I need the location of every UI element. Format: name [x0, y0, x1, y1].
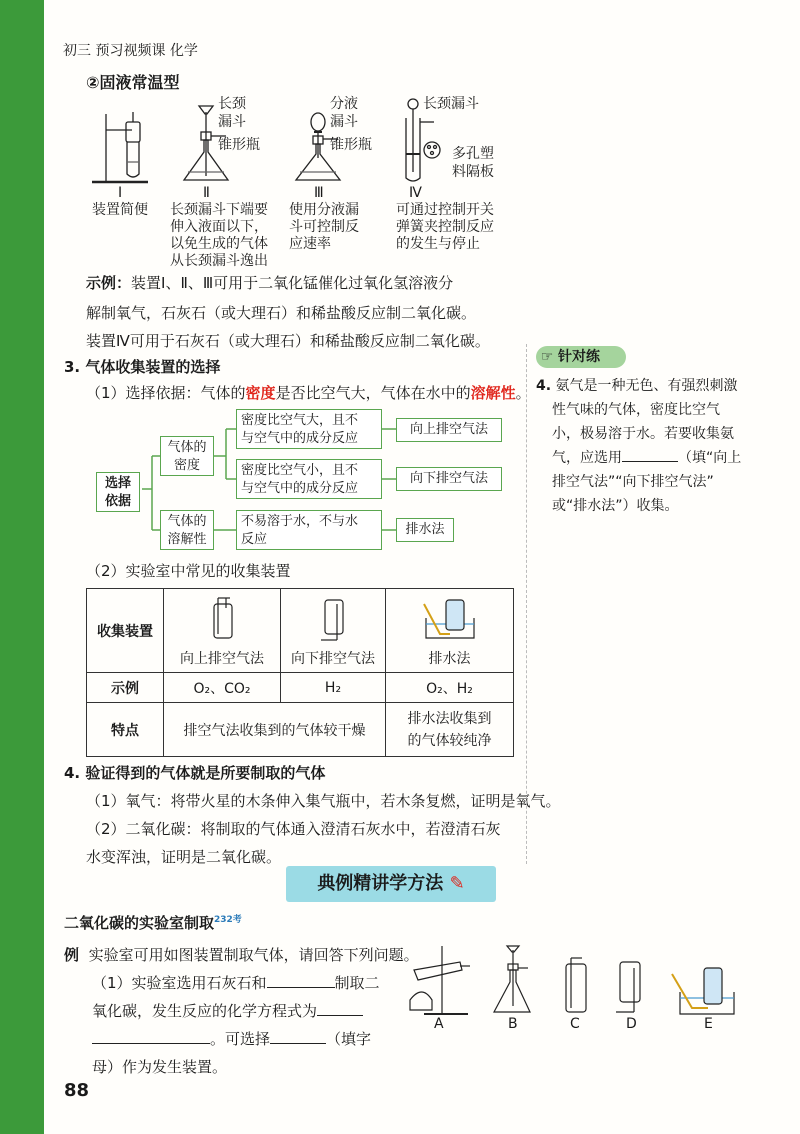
- label-porous-plate-1: 多孔塑: [452, 146, 494, 162]
- tree-cond-lighter: [236, 459, 382, 499]
- apparatus-desc-4-line2: 弹簧夹控制反应: [396, 219, 494, 235]
- method-upward-air: 向上排空气法: [396, 418, 502, 442]
- tree-density-l1: 气体的: [167, 440, 207, 455]
- sidebar-divider: [526, 344, 527, 864]
- cond1-l1: 密度比空气大，且不: [241, 413, 359, 428]
- tree-root-l2: 依据: [104, 494, 131, 509]
- tree-density-l2: 密度: [173, 458, 200, 473]
- practice-line-2: 性气味的气体，密度比空气: [552, 402, 720, 418]
- section4-heading: [64, 762, 325, 783]
- verify-co2-line1: （2）二氧化碳：将制取的气体通入澄清石灰水中，若澄清石灰: [86, 820, 501, 838]
- practice-line-3: 小，极易溶于水。若要收集氨: [552, 426, 734, 442]
- q1-line4: 母）作为发生装置。: [92, 1058, 228, 1076]
- method-label-upward: 向上排空气法: [180, 650, 264, 667]
- practice-text-1: 氨气是一种无色、有强烈刺激: [555, 378, 738, 394]
- practice-line-6: 或“排水法”）收集。: [552, 498, 679, 514]
- q1-line3: [92, 1024, 371, 1054]
- water-trough-icon: [420, 594, 480, 644]
- row-head-feature: 特点: [87, 703, 164, 757]
- page-number: 88: [64, 1080, 90, 1101]
- tree-cond-heavier: [236, 409, 382, 449]
- apparatus-desc-2-line3: 以免生成的气体: [170, 236, 268, 252]
- figure-e-water-trough: [672, 968, 734, 1014]
- keyword-solubility: 溶解性: [470, 384, 516, 402]
- example-intro-text: 实验室可用如图装置制取气体，请回答下列问题。: [88, 946, 419, 964]
- tree-solubility: [160, 510, 214, 550]
- q1-blank-equation-a[interactable]: [317, 1015, 363, 1016]
- label-porous-plate-2: 料隔板: [452, 164, 494, 180]
- collection-table: [86, 588, 514, 757]
- q1-text-e: （填字: [326, 1030, 372, 1048]
- tree-density: [160, 436, 214, 476]
- label-conical-flask-2: 锥形瓶: [218, 137, 260, 153]
- practice-line-5: 排空气法”“向下排空气法”: [552, 474, 714, 490]
- example-section-title: [64, 912, 242, 933]
- verify-oxygen: （1）氧气：将带火星的木条伸入集气瓶中，若木条复燃，证明是氧气。: [86, 792, 561, 810]
- collection-devices-subtitle: （2）实验室中常见的收集装置: [86, 562, 291, 580]
- figure-c-bottle-up: [566, 958, 586, 1012]
- label-long-funnel-4: 长颈漏斗: [423, 96, 479, 112]
- apparatus-num-2: Ⅱ: [203, 185, 210, 201]
- apparatus-1-stand: [92, 112, 148, 182]
- basis-pre: （1）选择依据：气体的: [86, 384, 246, 402]
- banner-text: 典例精讲学方法: [317, 873, 444, 894]
- header-title: 初三 预习视频课 化学: [63, 43, 198, 59]
- verify-co2-line2: 水变浑浊，证明是二氧化碳。: [86, 848, 282, 866]
- cond2-l1: 密度比空气小，且不: [241, 463, 359, 478]
- section4-title: 验证得到的气体就是所要制取的气体: [85, 764, 326, 782]
- method-label-water: 排水法: [428, 650, 471, 667]
- basis-mid: 是否比空气大，气体在水中的: [275, 384, 471, 402]
- figure-b-flask: [494, 946, 530, 1012]
- tree-solubility-l2: 溶解性: [167, 532, 207, 547]
- section-title-solid-liquid: ②固液常温型: [86, 73, 180, 92]
- q1-blank-equation-b[interactable]: [92, 1043, 210, 1044]
- q1-text-d: 。可选择: [210, 1030, 271, 1048]
- label-sep-funnel-1: 分液: [330, 96, 358, 112]
- fig-label-d: D: [626, 1016, 637, 1032]
- q1-text-a: （1）实验室选用石灰石和: [92, 974, 267, 992]
- label-sep-funnel-2: 漏斗: [330, 114, 358, 130]
- cond2-l2: 与空气中的成分反应: [241, 481, 359, 496]
- example-line-1: [86, 268, 453, 298]
- keyword-density: 密度: [245, 384, 276, 402]
- example-banner: [286, 866, 496, 902]
- fig-label-b: B: [508, 1016, 518, 1032]
- figure-d-bottle-down: [616, 962, 640, 1012]
- label-long-funnel-2: 漏斗: [218, 114, 246, 130]
- fig-label-a: A: [434, 1016, 444, 1032]
- section4-num: 4.: [64, 764, 81, 782]
- q1-blank-reagent[interactable]: [267, 987, 335, 988]
- q1-line2: [92, 996, 363, 1026]
- tree-root-l1: 选择: [104, 476, 131, 491]
- cond3-l1: 不易溶于水，不与水: [241, 514, 359, 529]
- example-label: 示例：: [86, 274, 132, 292]
- apparatus-desc-2-line2: 伸入液面以下，: [170, 219, 268, 235]
- q1-text-b: 制取二: [334, 974, 380, 992]
- figure-a-heating: [410, 946, 470, 1014]
- cond1-l2: 与空气中的成分反应: [241, 431, 359, 446]
- feature-water: [386, 703, 514, 757]
- tree-solubility-l1: 气体的: [167, 514, 207, 529]
- method-label-downward: 向下排空气法: [291, 650, 375, 667]
- practice-num: 4.: [536, 378, 552, 394]
- apparatus-desc-3-line2: 斗可控制反: [289, 219, 359, 235]
- q1-line1: [92, 968, 380, 998]
- apparatus-desc-1: 装置简便: [92, 202, 148, 218]
- practice-line-4: [536, 446, 766, 470]
- example-upward: O₂、CO₂: [164, 673, 281, 703]
- example-title-text: 二氧化碳的实验室制取: [64, 914, 215, 932]
- q1-text-c: 氧化碳，发生反应的化学方程式为: [92, 1002, 318, 1020]
- row-head-example: 示例: [87, 673, 164, 703]
- section3-heading: [64, 356, 220, 377]
- row-head-device: 收集装置: [87, 589, 164, 673]
- example-label-li: 例: [64, 946, 80, 964]
- example-intro: [64, 940, 419, 970]
- example-text-1: 装置Ⅰ、Ⅱ、Ⅲ可用于二氧化锰催化过氧化氢溶液分: [131, 274, 454, 292]
- practice-line-1: [536, 374, 766, 398]
- cond3-l2: 反应: [241, 532, 268, 547]
- apparatus-desc-4-line3: 的发生与停止: [396, 236, 480, 252]
- label-long-funnel-1: 长颈: [218, 96, 246, 112]
- page-border-left: [0, 0, 44, 1134]
- apparatus-desc-2-line4: 从长颈漏斗逸出: [170, 253, 268, 269]
- tree-cond-insoluble: [236, 510, 382, 550]
- example-downward: H₂: [281, 673, 386, 703]
- apparatus-num-3: Ⅲ: [314, 185, 324, 201]
- tree-root: [96, 472, 140, 512]
- example-line-3: 装置Ⅳ可用于石灰石（或大理石）和稀盐酸反应制二氧化碳。: [86, 332, 490, 350]
- apparatus-desc-2-line1: 长颈漏斗下端要: [170, 202, 268, 218]
- method-water: 排水法: [396, 518, 454, 542]
- practice-answer-blank[interactable]: [622, 461, 678, 462]
- feature-water-l1: 排水法收集到: [407, 710, 492, 727]
- apparatus-num-1: Ⅰ: [118, 185, 123, 201]
- practice-text-4: 气，应选用: [552, 450, 622, 466]
- cell-downward-air: [281, 589, 386, 673]
- apparatus-desc-3-line1: 使用分液漏: [289, 202, 359, 218]
- feature-water-l2: 的气体较纯净: [407, 732, 492, 749]
- cell-water: [386, 589, 514, 673]
- practice-tag: [536, 346, 626, 368]
- q1-blank-device[interactable]: [270, 1043, 326, 1044]
- example-water: O₂、H₂: [386, 673, 514, 703]
- practice-text-5: （填“向上: [678, 450, 742, 466]
- cell-upward-air: [164, 589, 281, 673]
- fig-label-c: C: [570, 1016, 580, 1032]
- label-conical-flask-3: 锥形瓶: [330, 137, 372, 153]
- pencil-icon: ✎: [449, 873, 465, 894]
- method-downward-air: 向下排空气法: [396, 467, 502, 491]
- example-line-2: 解制氧气，石灰石（或大理石）和稀盐酸反应制二氧化碳。: [86, 304, 477, 322]
- section3-title: 气体收集装置的选择: [85, 358, 221, 376]
- feature-air: 排空气法收集到的气体较干燥: [164, 703, 386, 757]
- apparatus-num-4: Ⅳ: [409, 185, 422, 201]
- apparatus-desc-4-line1: 可通过控制开关: [396, 202, 494, 218]
- exam-count-badge: 232考: [214, 915, 242, 925]
- practice-tag-label: 针对练: [558, 349, 600, 365]
- upward-air-bottle-icon: [202, 594, 242, 644]
- hand-point-icon: ☞: [540, 349, 554, 365]
- apparatus-desc-3-line3: 应速率: [289, 236, 331, 252]
- fig-label-e: E: [704, 1016, 713, 1032]
- basis-post: 。: [515, 384, 531, 402]
- practice-question-4: [536, 374, 766, 518]
- downward-air-bottle-icon: [313, 594, 353, 644]
- section3-num: 3.: [64, 358, 81, 376]
